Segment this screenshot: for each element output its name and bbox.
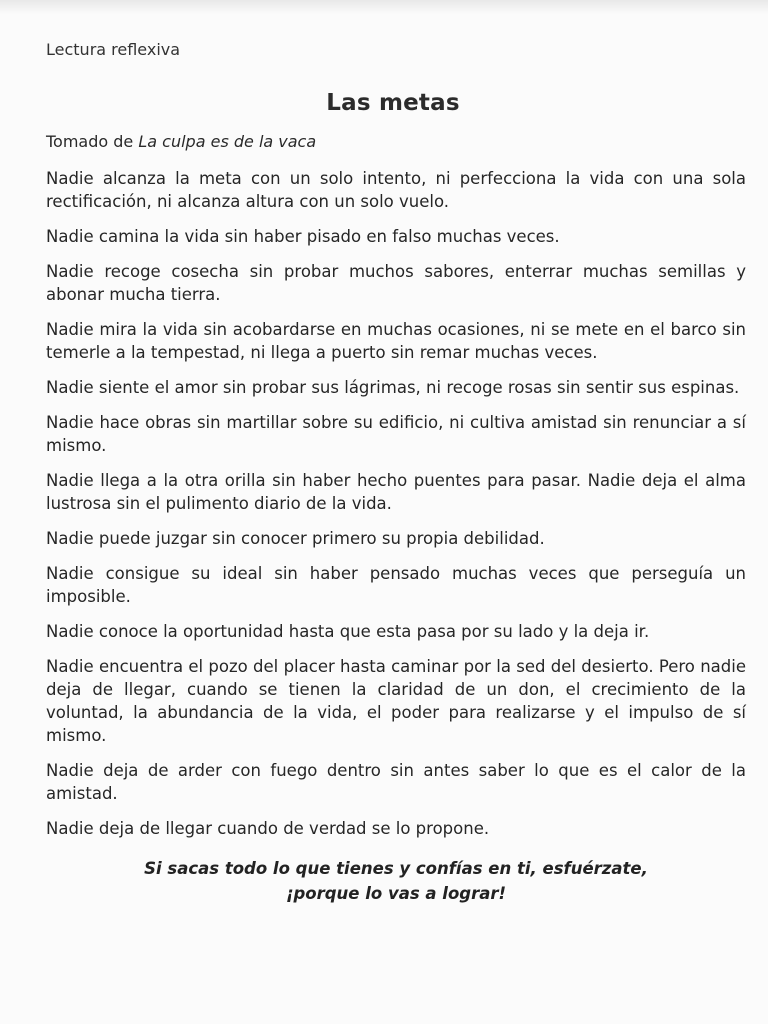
paragraph-2: Nadie camina la vida sin haber pisado en falso muchas veces. [46,227,560,246]
paragraph-10: Nadie conoce la oportunidad hasta que esta pasa por su lado y la deja ir. [46,622,650,641]
reading-body [46,167,746,906]
closing-message [46,856,746,906]
source-book-title: La culpa es de la vaca [138,132,317,151]
paragraph-12: Nadie deja de arder con fuego dentro sin antes saber lo que es el calor de la amistad. [46,761,746,803]
paragraph-7: Nadie llega a la otra orilla sin haber hecho puentes para pasar. Nadie deja el alma lustrosa sin el pulimento diario de la vida. [46,471,746,513]
paragraph-11: Nadie encuentra el pozo del placer hasta caminar por la sed del desierto. Pero nadie deja de llegar, cuando se tienen la claridad de un don, el crecimiento de la voluntad, la abundancia de la vida, el poder para realizarse y el impulso de sí mismo. [46,657,746,745]
paragraph-6: Nadie hace obras sin martillar sobre su edificio, ni cultiva amistad sin renunciar a sí mismo. [46,413,746,455]
closing-line-1: Si sacas todo lo que tienes y confías en ti, esfuérzate, [144,859,648,878]
paragraph-4: Nadie mira la vida sin acobardarse en muchas ocasiones, ni se mete en el barco sin temerle a la tempestad, ni llega a puerto sin remar muchas veces. [46,320,746,362]
paragraph-13: Nadie deja de llegar cuando de verdad se lo propone. [46,819,490,838]
closing-line-2: ¡porque lo vas a lograr! [285,884,507,903]
source-prefix: Tomado de [46,132,134,151]
paragraph-9: Nadie consigue su ideal sin haber pensado muchas veces que perseguía un imposible. [46,564,746,606]
paragraph-8: Nadie puede juzgar sin conocer primero su propia debilidad. [46,529,545,548]
paragraph-1: Nadie alcanza la meta con un solo intento, ni perfecciona la vida con una sola rectificación, ni alcanza altura con un solo vuelo. [46,169,746,211]
section-label: Lectura reflexiva [46,40,181,59]
paragraph-3: Nadie recoge cosecha sin probar muchos sabores, enterrar muchas semillas y abonar mucha tierra. [46,262,746,304]
source-citation [46,132,744,151]
page-title: Las metas [326,90,460,116]
paragraph-5: Nadie siente el amor sin probar sus lágrimas, ni recoge rosas sin sentir sus espinas. [46,378,740,397]
